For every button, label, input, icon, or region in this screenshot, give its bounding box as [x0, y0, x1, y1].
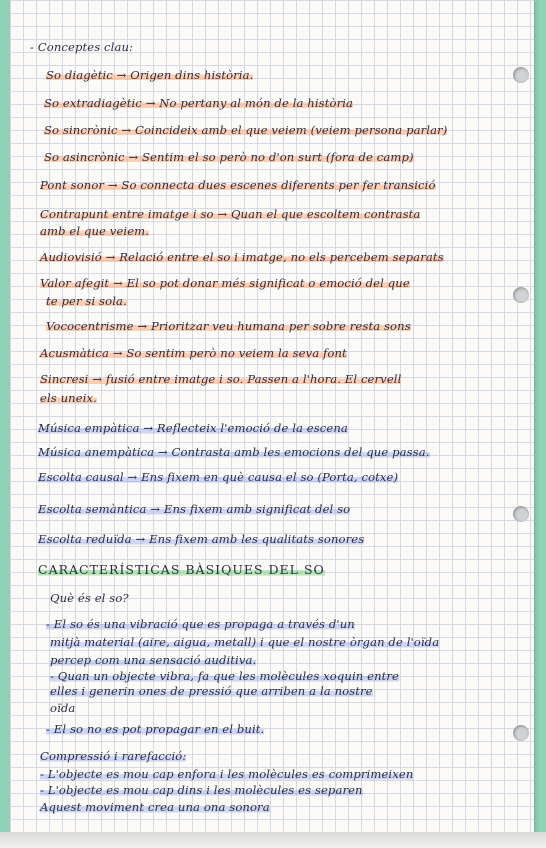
section-heading: [38, 562, 325, 577]
note-text: So extradiagètic → No pertany al món de la història: [44, 96, 354, 110]
page-bottom-edge: [0, 832, 546, 848]
note-line: [46, 68, 253, 82]
note-text: - El so és una vibració que es propaga a través d'un: [46, 617, 355, 631]
grid-paper-sheet: [10, 0, 534, 836]
note-line: [40, 276, 410, 290]
note-text: So diagètic → Origen dins història.: [46, 68, 254, 82]
note-line: [46, 617, 355, 631]
note-text: Música empàtica → Reflecteix l'emoció de la escena: [38, 421, 348, 435]
note-text: - L'objecte es mou cap enfora i les molècules es comprimeixen: [40, 767, 414, 781]
note-text: Què és el so?: [50, 591, 129, 605]
note-line: [44, 150, 414, 164]
binder-hole: [513, 725, 529, 741]
note-line: [38, 470, 398, 484]
note-text: CARACTERÍSTICAS BÀSIQUES DEL SO: [38, 562, 325, 577]
note-text: Escolta semàntica → Ens fixem amb significat del so: [38, 502, 351, 516]
note-line: [40, 749, 186, 763]
note-line: [50, 669, 399, 683]
note-text: - Conceptes clau:: [30, 40, 134, 54]
note-line: [40, 224, 149, 238]
note-line: [44, 123, 447, 137]
note-text: percep com una sensació auditiva.: [50, 653, 257, 667]
note-line: [50, 701, 75, 715]
note-line: [46, 319, 411, 333]
note-line: [40, 767, 413, 781]
note-line: [40, 800, 270, 814]
note-text: mitjà material (aire, aigua, metall) i que el nostre òrgan de l'oïda: [50, 635, 440, 649]
note-text: Acusmàtica → So sentim però no veiem la seva font: [40, 346, 347, 360]
note-text: els uneix.: [40, 391, 97, 405]
note-line: [38, 421, 348, 435]
note-line: [40, 372, 401, 386]
note-text: Sincresi → fusió entre imatge i so. Passen a l'hora. El cervell: [40, 372, 402, 386]
note-line: [44, 96, 353, 110]
note-text: Contrapunt entre imatge i so → Quan el que escoltem contrasta: [40, 207, 421, 221]
note-text: Audiovisió → Relació entre el so i imatge, no els percebem separats: [40, 250, 444, 264]
note-text: Música anempàtica → Contrasta amb les emocions del que passa.: [38, 445, 430, 459]
note-text: Pont sonor → So connecta dues escenes diferents per fer transició: [40, 178, 436, 192]
note-line: [30, 40, 133, 54]
binder-hole: [513, 506, 529, 522]
note-text: So sincrònic → Coincideix amb el que veiem (veiem persona parlar): [44, 123, 448, 137]
note-text: Compressió i rarefacció:: [40, 749, 187, 763]
note-line: [46, 294, 127, 308]
note-text: So asincrònic → Sentim el so però no d'on surt (fora de camp): [44, 150, 414, 164]
note-text: Escolta reduïda → Ens fixem amb les qualitats sonores: [38, 532, 365, 546]
note-line: [38, 502, 350, 516]
binder-hole: [513, 287, 529, 303]
note-line: [50, 653, 256, 667]
note-line: [40, 250, 444, 264]
note-text: - El so no es pot propagar en el buit.: [46, 722, 265, 736]
note-line: [40, 178, 436, 192]
note-line: [50, 684, 373, 698]
note-line: [38, 532, 364, 546]
note-line: [46, 722, 264, 736]
note-text: Escolta causal → Ens fixem en què causa el so (Porta, cotxe): [38, 470, 399, 484]
note-line: [50, 591, 129, 605]
note-line: [40, 783, 363, 797]
note-text: - Quan un objecte vibra, fa que les molècules xoquin entre: [50, 669, 400, 683]
note-line: [40, 346, 347, 360]
note-line: [38, 445, 430, 459]
note-text: amb el que veiem.: [40, 224, 150, 238]
note-text: Aquest moviment crea una ona sonora: [40, 800, 270, 814]
note-text: te per si sola.: [46, 294, 127, 308]
note-text: - L'objecte es mou cap dins i les molècules es separen: [40, 783, 363, 797]
binder-hole: [513, 67, 529, 83]
note-text: elles i generin ones de pressió que arriben a la nostre: [50, 684, 373, 698]
note-text: Vococentrisme → Prioritzar veu humana per sobre resta sons: [46, 319, 411, 333]
note-text: oïda: [50, 701, 76, 715]
note-line: [40, 391, 97, 405]
note-line: [50, 635, 439, 649]
note-line: [40, 207, 420, 221]
note-text: Valor afegit → El so pot donar més significat o emoció del que: [40, 276, 410, 290]
